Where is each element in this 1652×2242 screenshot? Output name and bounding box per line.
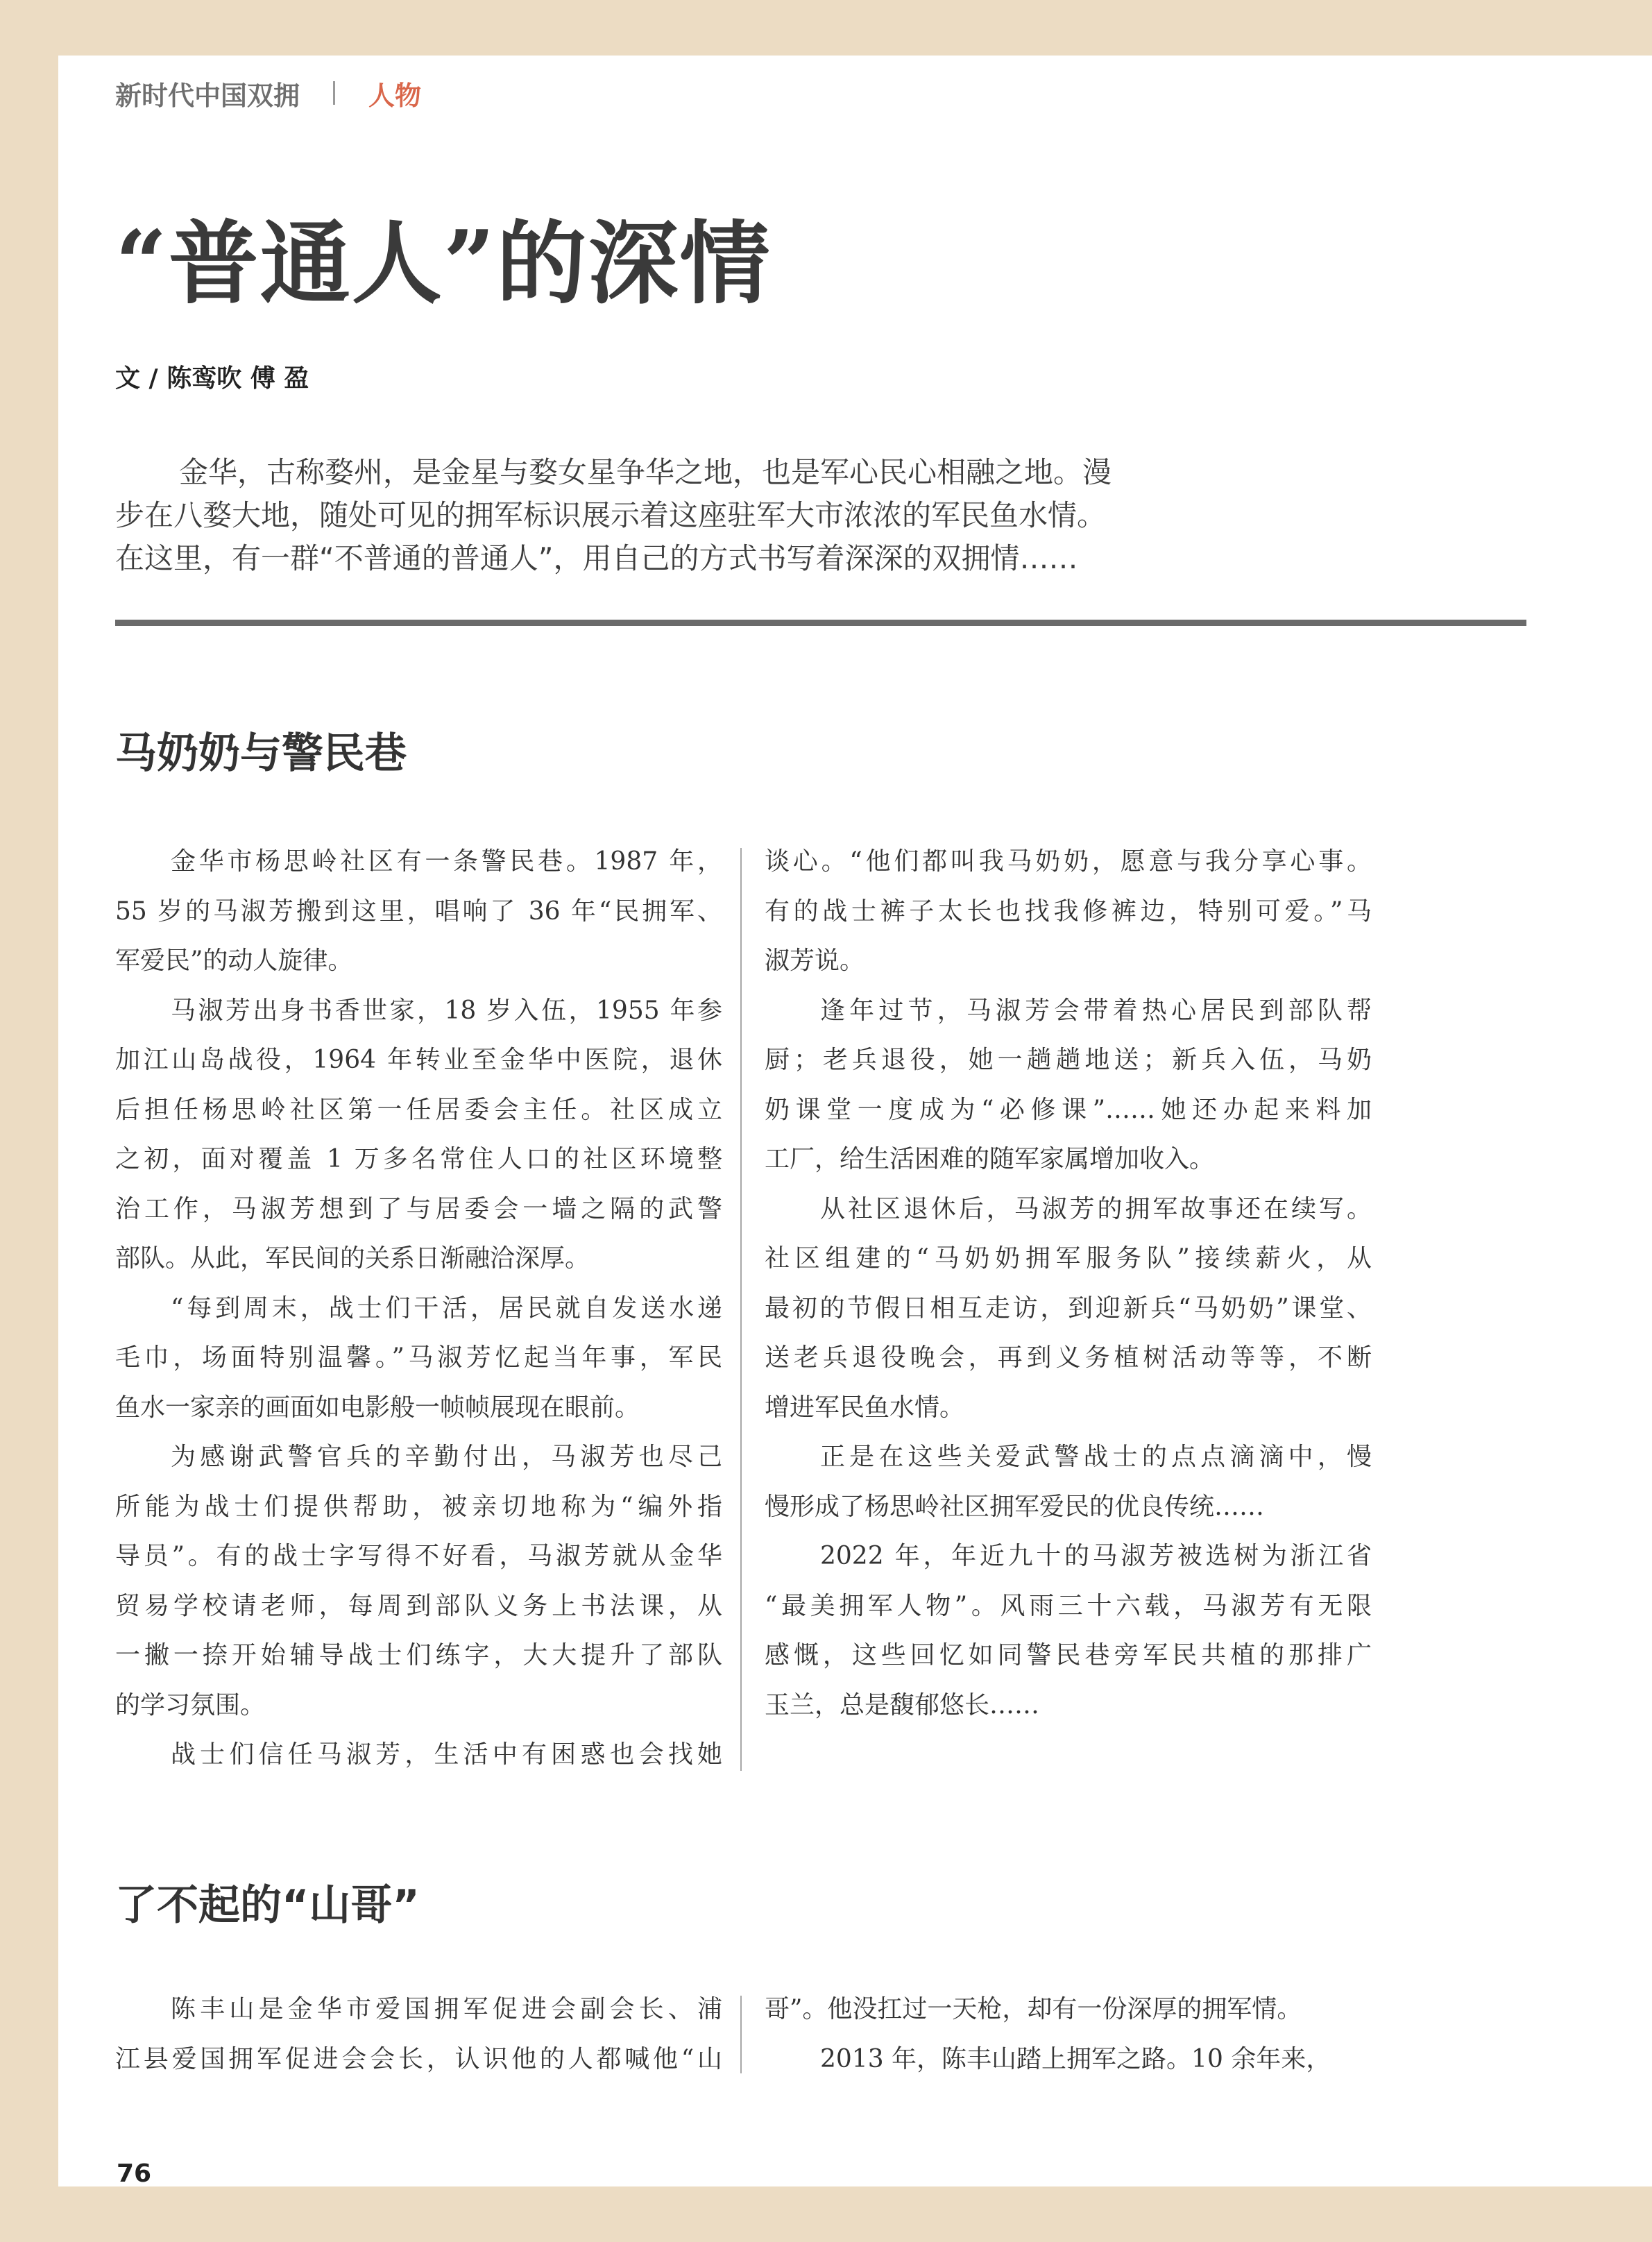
text-line: 感慨，这些回忆如同警民巷旁军民共植的那排广 [765, 1641, 1372, 1670]
text-line: 哥”。他没扛过一天枪，却有一份深厚的拥军情。 [765, 1995, 1302, 2023]
byline: 文 / 陈鸾吹 傅 盈 [115, 364, 309, 393]
text-line: 送老兵退役晚会，再到义务植树活动等等，不断 [765, 1343, 1372, 1372]
divider-rule [115, 620, 1526, 626]
header-separator [333, 81, 335, 105]
text-line: 奶课堂一度成为“必修课”……她还办起来料加 [765, 1095, 1372, 1124]
column-divider [740, 848, 742, 1771]
text-line: 慢形成了杨思岭社区拥军爱民的优良传统…… [765, 1492, 1265, 1521]
intro-line: 步在八婺大地，随处可见的拥军标识展示着这座驻军大市浓浓的军民鱼水情。 [115, 498, 1107, 532]
text-line: 一撇一捺开始辅导战士们练字，大大提升了部队 [115, 1641, 722, 1670]
page-number: 76 [117, 2159, 152, 2188]
text-line: 金华市杨思岭社区有一条警民巷。1987 年， [171, 847, 722, 876]
text-line: 有的战士裤子太长也找我修裤边，特别可爱。”马 [765, 897, 1372, 926]
text-line: 所能为战士们提供帮助，被亲切地称为“编外指 [115, 1492, 722, 1521]
section1-right-column [765, 837, 1372, 1730]
text-line: 治工作，马淑芳想到了与居委会一墙之隔的武警 [115, 1194, 722, 1223]
intro-paragraph [115, 451, 1295, 580]
text-line: 逢年过节，马淑芳会带着热心居民到部队帮 [820, 996, 1372, 1025]
text-line: 战士们信任马淑芳，生活中有困惑也会找她 [171, 1740, 722, 1769]
text-line: 社区组建的“马奶奶拥军服务队”接续薪火，从 [765, 1244, 1372, 1273]
section2-right-column [765, 1985, 1372, 2084]
text-line: 部队。从此，军民间的关系日渐融洽深厚。 [115, 1244, 590, 1273]
text-line: 厨；老兵退役，她一趟趟地送；新兵入伍，马奶 [765, 1046, 1372, 1074]
section-label: 人物 [368, 80, 422, 111]
text-line: “最美拥军人物”。风雨三十六载，马淑芳有无限 [765, 1591, 1372, 1620]
text-line: 马淑芳出身书香世家，18 岁入伍，1955 年参 [171, 996, 722, 1025]
text-line: 后担任杨思岭社区第一任居委会主任。社区成立 [115, 1095, 722, 1124]
text-line: 陈丰山是金华市爱国拥军促进会副会长、浦 [171, 1995, 722, 2023]
text-line: 淑芳说。 [765, 946, 865, 975]
text-line: 导员”。有的战士字写得不好看，马淑芳就从金华 [115, 1542, 722, 1570]
text-line: 军爱民”的动人旋律。 [115, 946, 353, 975]
text-line: 最初的节假日相互走访，到迎新兵“马奶奶”课堂、 [765, 1293, 1372, 1323]
running-header [115, 75, 421, 111]
section-heading: 马奶奶与警民巷 [115, 729, 407, 778]
text-line: 工厂，给生活困难的随军家属增加收入。 [765, 1145, 1215, 1173]
text-line: 为感谢武警官兵的辛勤付出，马淑芳也尽己 [171, 1443, 722, 1471]
column-divider [740, 1996, 742, 2073]
text-line: 加江山岛战役，1964 年转业至金华中医院，退休 [115, 1046, 722, 1074]
text-line: 2013 年，陈丰山踏上拥军之路。10 余年来， [820, 2044, 1331, 2073]
text-line: 毛巾，场面特别温馨。”马淑芳忆起当年事，军民 [115, 1343, 722, 1372]
article-title: “普通人”的深情 [115, 210, 772, 316]
section1-left-column [115, 837, 722, 1780]
magazine-name: 新时代中国双拥 [115, 80, 300, 111]
intro-line: 在这里，有一群“不普通的普通人”，用自己的方式书写着深深的双拥情…… [115, 541, 1078, 575]
text-line: “每到周末，战士们干活，居民就自发送水递 [171, 1293, 722, 1323]
text-line: 玉兰，总是馥郁悠长…… [765, 1690, 1040, 1719]
text-line: 的学习氛围。 [115, 1690, 266, 1719]
text-line: 2022 年，年近九十的马淑芳被选树为浙江省 [820, 1542, 1372, 1570]
text-line: 增进军民鱼水情。 [765, 1393, 965, 1422]
section2-left-column [115, 1985, 722, 2084]
intro-line: 金华，古称婺州，是金星与婺女星争华之地，也是军心民心相融之地。漫 [179, 455, 1112, 489]
text-line: 鱼水一家亲的画面如电影般一帧帧展现在眼前。 [115, 1393, 640, 1422]
text-line: 正是在这些关爱武警战士的点点滴滴中，慢 [820, 1443, 1372, 1471]
text-line: 之初，面对覆盖 1 万多名常住人口的社区环境整 [115, 1145, 722, 1173]
section-heading: 了不起的“山哥” [115, 1881, 420, 1930]
text-line: 谈心。“他们都叫我马奶奶，愿意与我分享心事。 [765, 847, 1372, 876]
text-line: 从社区退休后，马淑芳的拥军故事还在续写。 [820, 1194, 1372, 1223]
text-line: 江县爱国拥军促进会会长，认识他的人都喊他“山 [115, 2044, 722, 2073]
text-line: 55 岁的马淑芳搬到这里，唱响了 36 年“民拥军、 [115, 897, 722, 926]
text-line: 贸易学校请老师，每周到部队义务上书法课，从 [115, 1591, 722, 1620]
